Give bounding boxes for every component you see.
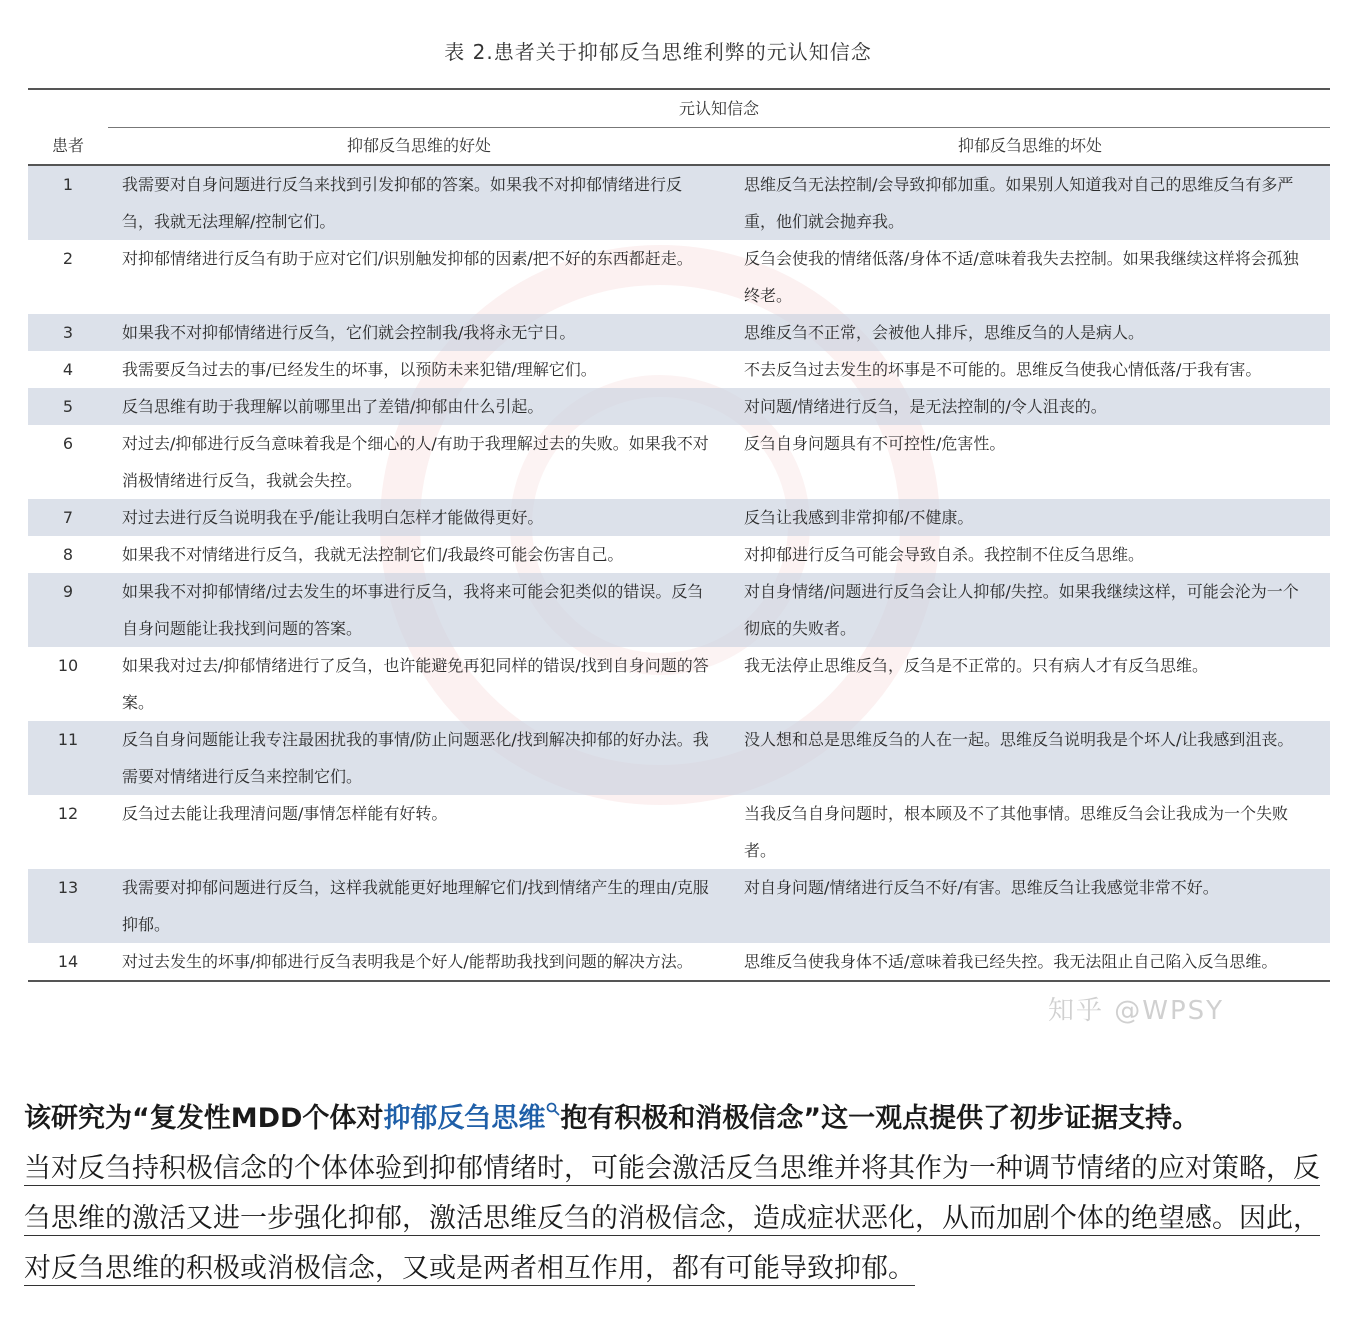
column-header-patient: 患者 xyxy=(51,136,84,155)
benefit-cell: 如果我对过去/抑郁情绪进行了反刍，也许能避免再犯同样的错误/找到自身问题的答案。 xyxy=(122,656,709,712)
benefit-cell: 我需要反刍过去的事/已经发生的坏事，以预防未来犯错/理解它们。 xyxy=(122,360,597,379)
benefit-cell: 如果我不对抑郁情绪/过去发生的坏事进行反刍，我将来可能会犯类似的错误。反刍自身问题能让我找到问题的答案。 xyxy=(122,582,704,638)
patient-id-cell: 4 xyxy=(62,360,74,379)
benefit-cell: 如果我不对抑郁情绪进行反刍，它们就会控制我/我将永无宁日。 xyxy=(122,323,576,342)
harm-cell: 不去反刍过去发生的坏事是不可能的。思维反刍使我心情低落/于我有害。 xyxy=(744,360,1262,379)
benefit-cell: 反刍思维有助于我理解以前哪里出了差错/抑郁由什么引起。 xyxy=(122,397,544,416)
patient-id-cell: 1 xyxy=(62,175,74,194)
harm-cell: 思维反刍不正常，会被他人排斥，思维反刍的人是病人。 xyxy=(744,323,1145,342)
column-header-benefits: 抑郁反刍思维的好处 xyxy=(346,136,491,155)
patient-id-cell: 13 xyxy=(57,878,79,897)
benefit-cell: 对抑郁情绪进行反刍有助于应对它们/识别触发抑郁的因素/把不好的东西都赶走。 xyxy=(122,249,693,268)
table-row xyxy=(28,499,1330,536)
table-row xyxy=(28,869,1330,943)
patient-id-cell: 2 xyxy=(62,249,74,268)
harm-cell: 思维反刍使我身体不适/意味着我已经失控。我无法阻止自己陷入反刍思维。 xyxy=(744,952,1278,971)
summary-paragraph xyxy=(24,1094,1324,1294)
patient-id-cell: 8 xyxy=(62,545,74,564)
table-row xyxy=(28,795,1330,869)
table-row xyxy=(28,721,1330,795)
table-row xyxy=(28,536,1330,573)
group-header-label: 元认知信念 xyxy=(108,90,1330,128)
table-title: 表 2.患者关于抑郁反刍思维利弊的元认知信念 xyxy=(444,40,872,64)
paragraph-underlined-body: 当对反刍持积极信念的个体体验到抑郁情绪时，可能会激活反刍思维并将其作为一种调节情绪的应对策略，反刍思维的激活又进一步强化抑郁，激活思维反刍的消极信念，造成症状恶化，从而加剧个体的绝望感。因此，对反刍思维的积极或消极信念，又或是两者相互作用，都有可能导致抑郁。 xyxy=(24,1153,1320,1284)
table-row xyxy=(28,573,1330,647)
harm-cell: 我无法停止思维反刍，反刍是不正常的。只有病人才有反刍思维。 xyxy=(744,656,1209,675)
benefit-cell: 如果我不对情绪进行反刍，我就无法控制它们/我最终可能会伤害自己。 xyxy=(122,545,624,564)
search-icon[interactable] xyxy=(546,1102,560,1116)
table-row xyxy=(28,425,1330,499)
harm-cell: 对问题/情绪进行反刍，是无法控制的/令人沮丧的。 xyxy=(744,397,1107,416)
benefit-cell: 对过去/抑郁进行反刍意味着我是个细心的人/有助于我理解过去的失败。如果我不对消极情绪进行反刍，我就会失控。 xyxy=(122,434,709,490)
patient-id-cell: 5 xyxy=(62,397,74,416)
harm-cell: 对自身问题/情绪进行反刍不好/有害。思维反刍让我感觉非常不好。 xyxy=(744,878,1219,897)
paragraph-lead-after: 抱有积极和消极信念”这一观点提供了初步证据支持。 xyxy=(560,1103,1200,1134)
table-bottom-rule xyxy=(28,980,1330,982)
table-row xyxy=(28,314,1330,351)
harm-cell: 反刍会使我的情绪低落/身体不适/意味着我失去控制。如果我继续这样将会孤独终老。 xyxy=(744,249,1299,305)
table-row xyxy=(28,647,1330,721)
keyword-link-rumination[interactable]: 抑郁反刍思维 xyxy=(383,1103,546,1134)
harm-cell: 当我反刍自身问题时，根本顾及不了其他事情。思维反刍会让我成为一个失败者。 xyxy=(744,804,1289,860)
patient-id-cell: 3 xyxy=(62,323,74,342)
patient-id-cell: 12 xyxy=(57,804,79,823)
table-column-header-row xyxy=(28,128,1330,166)
patient-id-cell: 6 xyxy=(62,434,74,453)
harm-cell: 对抑郁进行反刍可能会导致自杀。我控制不住反刍思维。 xyxy=(744,545,1145,564)
benefit-cell: 我需要对自身问题进行反刍来找到引发抑郁的答案。如果我不对抑郁情绪进行反刍，我就无法理解/控制它们。 xyxy=(122,175,683,231)
table-row xyxy=(28,943,1330,980)
patient-id-cell: 10 xyxy=(57,656,79,675)
paragraph-lead-before: 该研究为“复发性MDD个体对 xyxy=(24,1103,384,1134)
patient-id-cell: 7 xyxy=(62,508,74,527)
table-body xyxy=(28,166,1330,980)
harm-cell: 没人想和总是思维反刍的人在一起。思维反刍说明我是个坏人/让我感到沮丧。 xyxy=(744,730,1294,749)
patient-id-cell: 9 xyxy=(62,582,74,601)
table-row xyxy=(28,388,1330,425)
benefit-cell: 反刍过去能让我理清问题/事情怎样能有好转。 xyxy=(122,804,448,823)
table-group-header-row xyxy=(28,90,1330,128)
table-row xyxy=(28,351,1330,388)
benefit-cell: 我需要对抑郁问题进行反刍，这样我就能更好地理解它们/找到情绪产生的理由/克服抑郁。 xyxy=(122,878,709,934)
harm-cell: 反刍自身问题具有不可控性/危害性。 xyxy=(744,434,1006,453)
benefit-cell: 对过去进行反刍说明我在乎/能让我明白怎样才能做得更好。 xyxy=(122,508,544,527)
patient-id-cell: 11 xyxy=(57,730,79,749)
harm-cell: 思维反刍无法控制/会导致抑郁加重。如果别人知道我对自己的思维反刍有多严重，他们就会抛弃我。 xyxy=(744,175,1294,231)
column-header-harms: 抑郁反刍思维的坏处 xyxy=(957,136,1102,155)
benefit-cell: 反刍自身问题能让我专注最困扰我的事情/防止问题恶化/找到解决抑郁的好办法。我需要对情绪进行反刍来控制它们。 xyxy=(122,730,709,786)
harm-cell: 反刍让我感到非常抑郁/不健康。 xyxy=(744,508,974,527)
harm-cell: 对自身情绪/问题进行反刍会让人抑郁/失控。如果我继续这样，可能会沦为一个彻底的失败者。 xyxy=(744,582,1299,638)
benefit-cell: 对过去发生的坏事/抑郁进行反刍表明我是个好人/能帮助我找到问题的解决方法。 xyxy=(122,952,693,971)
group-header-spacer xyxy=(28,90,108,128)
patient-id-cell: 14 xyxy=(57,952,79,971)
zhihu-watermark: 知乎 @WPSY xyxy=(1048,996,1225,1026)
table-row xyxy=(28,240,1330,314)
table-row xyxy=(28,166,1330,240)
metacognitive-beliefs-table xyxy=(28,88,1330,982)
